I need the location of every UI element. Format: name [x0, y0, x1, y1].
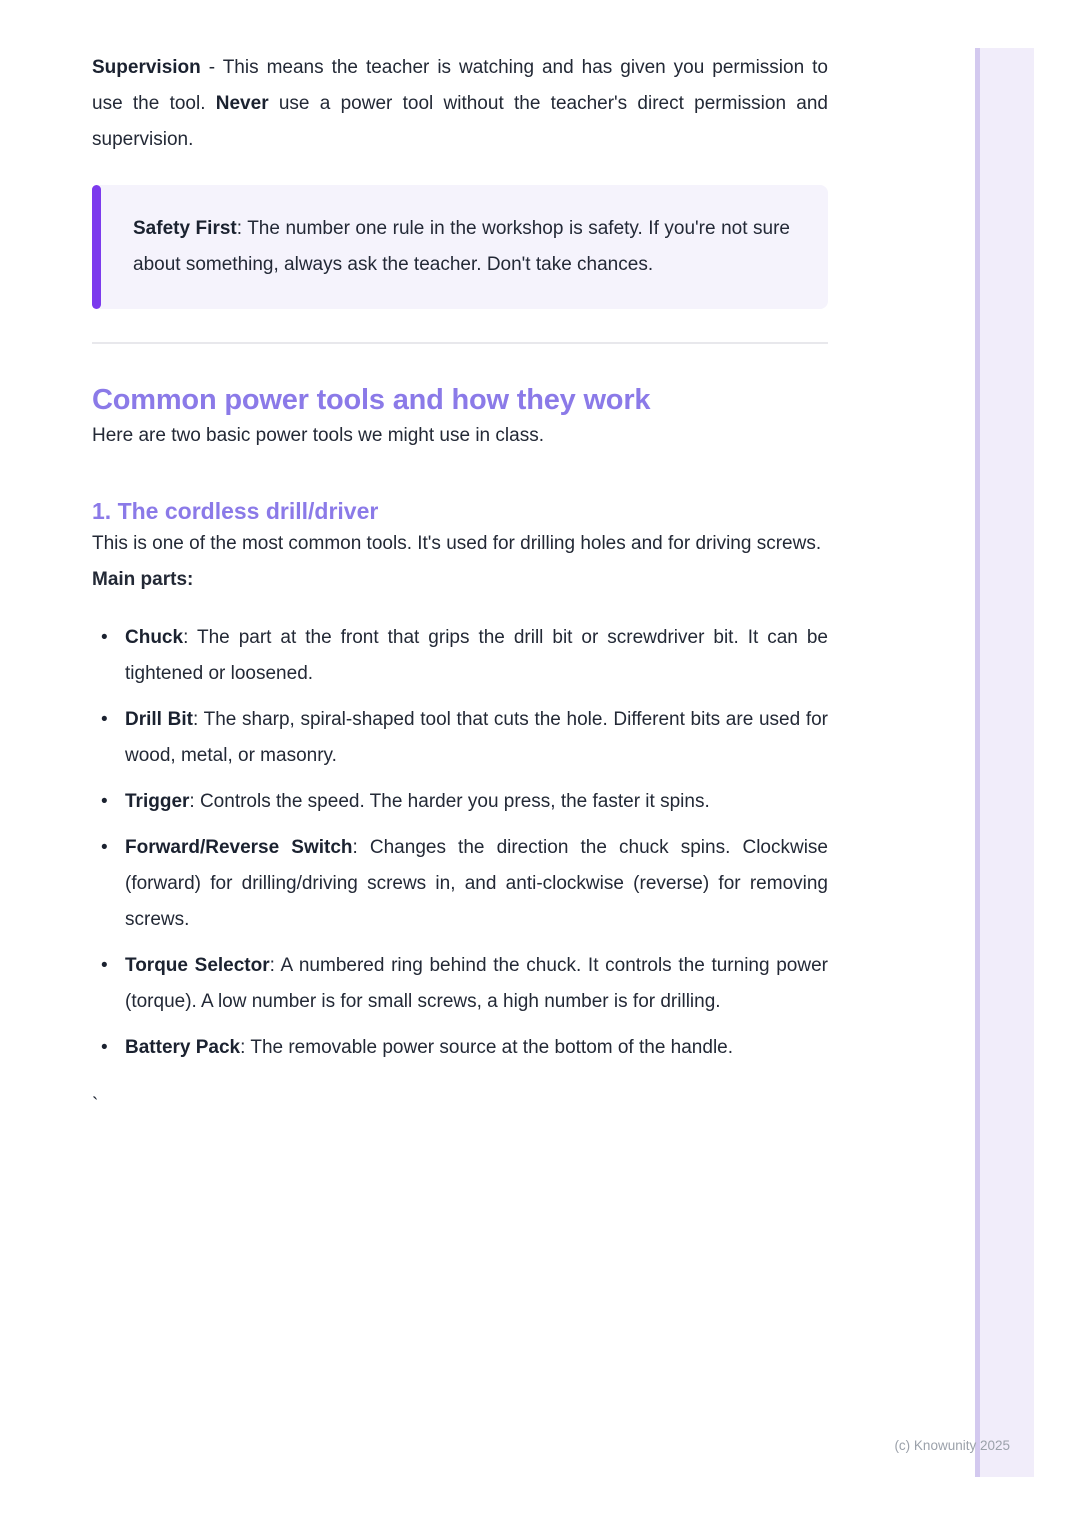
list-item-term: Chuck [125, 627, 184, 648]
intro-text-2: use a power tool without the teacher's direct permission and supervision. [92, 93, 828, 150]
callout-accent-bar [92, 185, 101, 309]
intro-bold-supervision: Supervision [92, 57, 201, 78]
safety-callout [92, 185, 828, 309]
section-lead: Here are two basic power tools we might use in class. [92, 425, 544, 446]
list-item-desc: : Controls the speed. The harder you press, the faster it spins. [189, 791, 710, 812]
section-title: Common power tools and how they work [92, 384, 651, 416]
callout-paragraph [133, 211, 790, 283]
list-item-term: Torque Selector [125, 955, 270, 976]
subsection-description: This is one of the most common tools. It's used for drilling holes and for driving screws. [92, 533, 822, 554]
list-item-desc: : A numbered ring behind the chuck. It controls the turning power (torque). A low number is for small screws, a high number is for drilling. [125, 955, 828, 1012]
list-item-term: Battery Pack [125, 1037, 241, 1058]
list-item-term: Forward/Reverse Switch [125, 837, 353, 858]
intro-bold-never: Never [215, 93, 269, 114]
list-item-drill-bit [92, 702, 828, 774]
list-item-battery-pack [92, 1030, 828, 1066]
list-item-desc: : The removable power source at the bottom of the handle. [240, 1037, 734, 1058]
list-item-desc: : The sharp, spiral-shaped tool that cuts the hole. Different bits are used for wood, metal, or masonry. [125, 709, 828, 766]
callout-body [92, 185, 828, 309]
subsection-title: 1. The cordless drill/driver [92, 498, 379, 524]
callout-bold-label: Safety First [133, 218, 237, 239]
section-divider [92, 342, 828, 344]
callout-text: : The number one rule in the workshop is safety. If you're not sure about something, always ask the teacher. Don't take chances. [133, 218, 790, 275]
list-item-chuck [92, 620, 828, 692]
list-item-forward-reverse-switch [92, 830, 828, 938]
list-item-trigger [92, 784, 828, 820]
list-item-term: Drill Bit [125, 709, 193, 730]
stray-backtick: ` [92, 1095, 99, 1116]
list-item-term: Trigger [125, 791, 190, 812]
sidebar-accent-strip [975, 48, 1034, 1477]
footer-copyright: (c) Knowunity 2025 [894, 1438, 1010, 1453]
list-item-desc: : The part at the front that grips the drill bit or screwdriver bit. It can be tightened or loosened. [125, 627, 828, 684]
document-content [92, 50, 828, 1120]
list-label: Main parts: [92, 569, 194, 590]
parts-list [92, 620, 828, 1066]
intro-text-1: - This means the teacher is watching and has given you permission to use the tool. [92, 57, 828, 114]
list-item-desc: : Changes the direction the chuck spins. Clockwise (forward) for drilling/driving screws in, and anti-clockwise (reverse) for removing screws. [125, 837, 828, 930]
intro-paragraph [92, 50, 828, 158]
list-item-torque-selector [92, 948, 828, 1020]
